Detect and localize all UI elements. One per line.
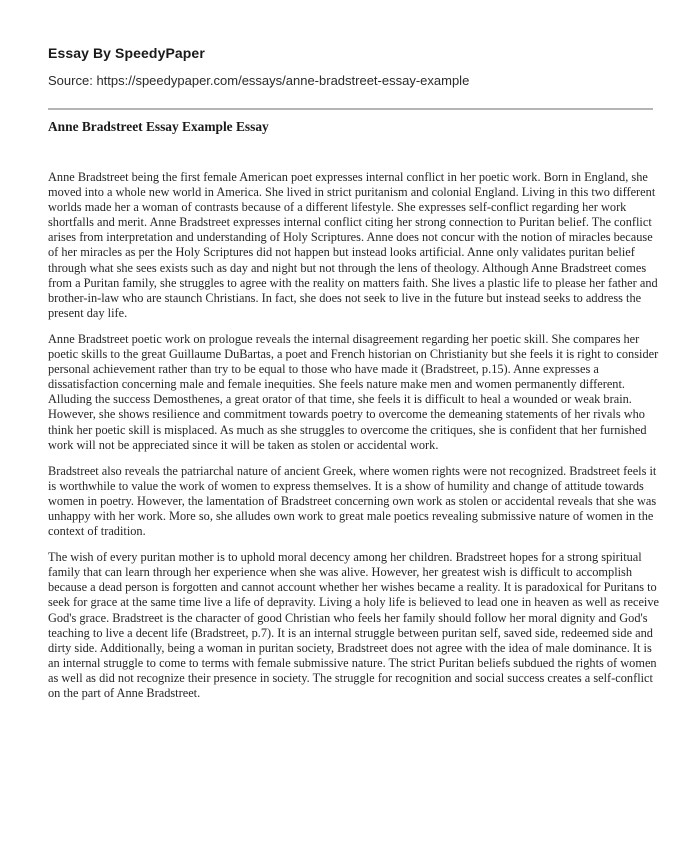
essay-paragraph: Bradstreet also reveals the patriarchal nature of ancient Greek, where women rights were not recognized. Bradstreet feels it is worthwhile to value the work of women to express themselves. It is a show of humility and change of attitude towards women in poetry. However, the lamentation of Bradstreet concerning own work as stolen or accidental reveals that she was unhappy with her work. More so, she alludes own work to great male poetics revealing submissive nature of women in the context of tradition. bbox=[48, 463, 657, 539]
essay-title: Anne Bradstreet Essay Example Essay bbox=[48, 119, 269, 134]
source-line bbox=[48, 73, 469, 88]
essay-paragraph: Anne Bradstreet poetic work on prologue reveals the internal disagreement regarding her poetic skill. She compares her poetic skills to the great Guillaume DuBartas, a poet and French historian on Christianity but she feels it is right to consider personal achievement rather than try to be equal to those who have made it (Bradstreet, p.15). Anne expresses a dissatisfaction concerning male and female inequities. She feels nature make men and women permanently different. Alluding the success Demosthenes, a great orator of that time, she feels it is difficult to heal a wounded or weak brain. However, she shows resilience and commitment towards poetry to overcome the demeaning statements of her rivals who think her poetic skill is misplaced. As much as she struggles to overcome the critiques, she is confident that her furnished work will not be appreciated since it will be taken as stolen or accidental work. bbox=[48, 331, 659, 452]
brand-heading: Essay By SpeedyPaper bbox=[48, 45, 205, 61]
essay-paragraph: Anne Bradstreet being the first female American poet expresses internal conflict in her poetic work. Born in England, she moved into a whole new world in America. She lived in strict puritanism and colonial England. Living in this two different worlds made her a woman of contrasts because of a different lifestyle. She expresses self-conflict regarding her work shortfalls and merit. Anne Bradstreet expresses internal conflict citing her strong connection to Puritan belief. The conflict arises from interpretation and understanding of Holy Scriptures. Anne does not concur with the notion of miracles because of her miracles as per the Holy Scriptures did not happen but instead looks artificial. Anne only validates puritan belief through what she sees exists such as day and night but not through the lens of theology. Although Anne Bradstreet comes from a Puritan family, she struggles to agree with the reality on matters faith. She lives a plastic life to please her father and brother-in-law who are staunch Christians. In fact, she does not seek to live in the future but instead seeks to address the present day life. bbox=[48, 170, 658, 320]
header-divider bbox=[48, 108, 653, 110]
source-url[interactable]: https://speedypaper.com/essays/anne-bradstreet-essay-example bbox=[96, 73, 470, 88]
essay-body bbox=[48, 170, 660, 712]
essay-paragraph: The wish of every puritan mother is to uphold moral decency among her children. Bradstreet hopes for a strong spiritual family that can learn through her experience when she was alive. However, her greatest wish is difficult to accomplish because a dead person is forgotten and cannot account whether her wishes became a reality. It is paradoxical for Puritans to seek for grace at the same time live a life of depravity. Living a holy life is believed to lead one in heaven as well as receive God's grace. Bradstreet is the character of good Christian who feels her family should follow her moral dignity and God's teaching to live a decent life (Bradstreet, p.7). It is an internal struggle between puritan self, saved side, redeemed side and dirty side. Additionally, being a woman in puritan society, Bradstreet does not agree with the idea of male dominance. It is an internal struggle to come to terms with female submissive nature. The strict Puritan beliefs subdued the rights of women as well as did not recognize their presence in society. The struggle for recognition and social success creates a self-conflict on the part of Anne Bradstreet. bbox=[48, 550, 659, 700]
source-label: Source: bbox=[48, 73, 93, 88]
